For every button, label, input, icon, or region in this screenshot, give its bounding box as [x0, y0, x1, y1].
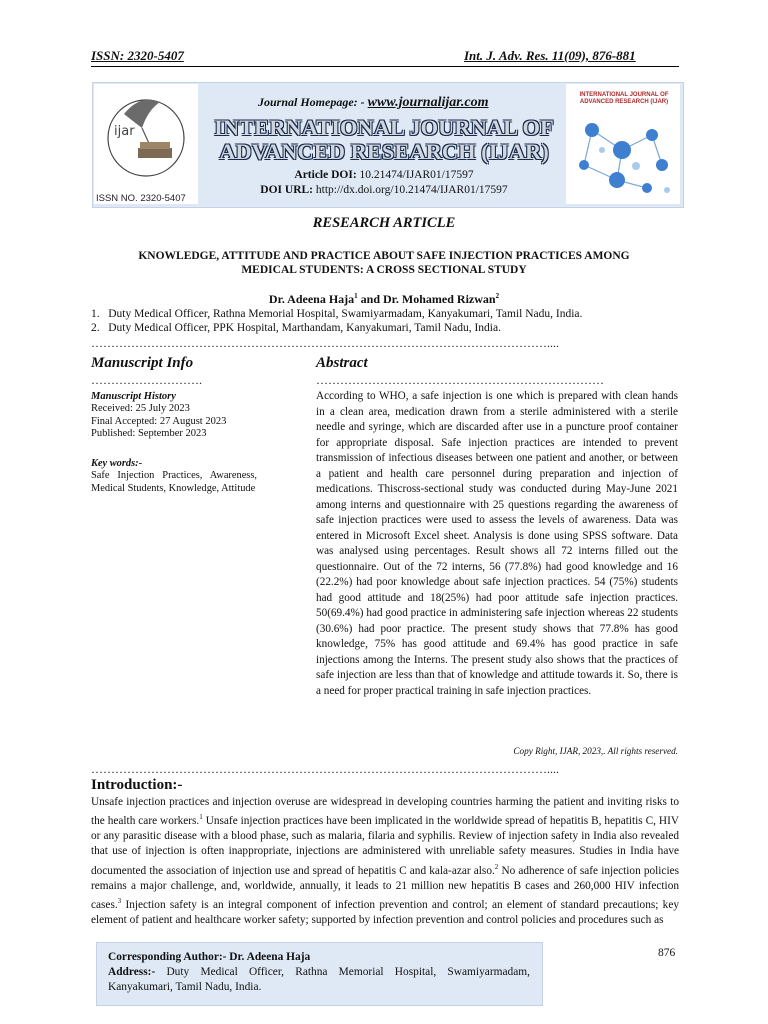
- doi-url-label: DOI URL:: [260, 184, 314, 196]
- intro-ref-3: 3: [117, 896, 122, 905]
- intro-ref-1: 1: [199, 813, 203, 822]
- author-1: Dr. Adeena Haja: [268, 292, 355, 306]
- copyright-line: Copy Right, IJAR, 2023,. All rights reserved.: [513, 746, 678, 756]
- introduction-text: [91, 795, 679, 928]
- journal-name-line2: ADVANCED RESEARCH (IJAR): [219, 139, 549, 164]
- molecule-icon: [572, 110, 676, 202]
- issn-header: ISSN: 2320-5407: [91, 48, 184, 63]
- affiliation-2-text: Duty Medical Officer, PPK Hospital, Marthandam, Kanyakumari, Tamil Nadu, India.: [108, 322, 501, 334]
- affiliation-1-text: Duty Medical Officer, Rathna Memorial Hospital, Swamiyarmadam, Kanyakumari, Tamil Nadu, India.: [108, 308, 583, 320]
- keywords-block: [91, 458, 257, 495]
- title-line2: MEDICAL STUDENTS: A CROSS SECTIONAL STUDY: [241, 264, 527, 276]
- doi-url-link[interactable]: http://dx.doi.org/10.21474/IJAR01/17597: [315, 184, 508, 196]
- affiliation-2: [91, 321, 691, 335]
- corresponding-author: [108, 950, 530, 995]
- header-rule: [91, 66, 679, 67]
- published-date: Published: September 2023: [91, 427, 207, 439]
- homepage-line: [258, 95, 489, 111]
- journal-name: [202, 116, 566, 164]
- address-text: Duty Medical Officer, Rathna Memorial Hospital, Swamiyarmadam, Kanyakumari, Tamil Nadu, India.: [108, 966, 530, 993]
- homepage-link[interactable]: www.journalijar.com: [367, 95, 489, 110]
- affiliations: [91, 307, 691, 335]
- accepted-date: Final Accepted: 27 August 2023: [91, 415, 227, 427]
- affiliation-1: [91, 307, 691, 321]
- doi-value: 10.21474/IJAR01/17597: [359, 169, 474, 181]
- ijar-logo: [94, 84, 198, 204]
- logo-issn: ISSN NO. 2320-5407: [96, 193, 186, 204]
- title-line1: KNOWLEDGE, ATTITUDE AND PRACTICE ABOUT SAFE INJECTION PRACTICES AMONG: [138, 250, 630, 262]
- introduction-heading: Introduction:-: [91, 777, 183, 793]
- journal-cover: [566, 84, 680, 204]
- doi-block: [202, 168, 566, 198]
- article-title: [80, 249, 688, 277]
- address-label: Address:-: [108, 966, 156, 978]
- intro-part-1: Unsafe injection practices and injection overuse are widespread in developing countries harming the patient and inviting risks to the health care workers.: [91, 796, 679, 827]
- journal-name-line1: INTERNATIONAL JOURNAL OF: [214, 115, 554, 140]
- history-label: Manuscript History: [91, 391, 176, 402]
- page-number: 876: [658, 947, 676, 959]
- author-1-sup: 1: [354, 292, 358, 300]
- article-type: RESEARCH ARTICLE: [312, 215, 456, 231]
- doi-label: Article DOI:: [294, 169, 357, 181]
- manuscript-dots: ……………………….: [91, 373, 202, 387]
- author-2-sup: 2: [495, 292, 500, 300]
- homepage-label: Journal Homepage: -: [258, 95, 365, 109]
- received-date: Received: 25 July 2023: [91, 403, 190, 415]
- authors-and: and: [357, 292, 384, 306]
- corresponding-label: Corresponding Author:- Dr. Adeena Haja: [108, 951, 311, 963]
- manuscript-info-heading: Manuscript Info: [91, 355, 194, 371]
- keywords-text: Safe Injection Practices, Awareness, Medical Students, Knowledge, Attitude: [91, 470, 257, 494]
- manuscript-history: [91, 391, 261, 440]
- intro-ref-2: 2: [494, 862, 499, 871]
- author-2: Dr. Mohamed Rizwan: [383, 292, 496, 306]
- dotted-divider-1: ……………………………………………………………………………………………………....: [91, 336, 559, 350]
- abstract-heading: Abstract: [316, 355, 368, 371]
- affiliation-2-num: 2.: [91, 322, 100, 334]
- abstract-dots: ………………………………………………………………: [316, 373, 604, 387]
- ijar-logo-icon: [94, 84, 198, 204]
- abstract-text: According to WHO, a safe injection is one which is prepared with clean hands in a clean area, medication drawn from a sterile administered with a sterile needle and syringe, which are discarded after use in a puncture proof container for appropriate disposal. Safe injection practices are intended to prevent transmission of infectious diseases between one patient and another, or between a patient and health care personnel during preparation and injection of medications. Thiscross-sectional study was conducted during May-June 2021 among interns and questionnaire with 25 questions regarding the awareness of safe injection practices were used to assess the levels of awareness. Data was entered in Microsoft Excel sheet. Analysis is done using SPSS software. Data was analysed using percentages. Result shows all 72 interns filled out the questionnaire. Out of the 72 interns, 56 (77.8%) had good knowledge and 16 (22.2%) had poor knowledge about safe injection practices. 54 (75%) students had good attitude and 18(25%) had poor attitude safe injection practices. 50(69.4%) had good practice in administering safe injection whereas 22 students (30.6%) had poor practice. The present study shows that 77.8% has good knowledge, 75% has good attitude and 69.4% has good practice in safe injections among the Interns. The present study also shows that the practices of safe injection are less than that of knowledge and attitude towards it. So, there is a need for proper practical training in safe injection practices.: [316, 390, 678, 697]
- citation-header: Int. J. Adv. Res. 11(09), 876-881: [464, 48, 636, 63]
- cover-title: INTERNATIONAL JOURNAL OF ADVANCED RESEARCH (IJAR): [579, 92, 669, 105]
- intro-part-2: Unsafe injection practices have been implicated in the worldwide spread of hepatitis B, hepatitis C, HIV or any parasitic disease with a blood phase, such as malaria, filaria and syphilis. Review of injection safety in India also revealed that use of injection is often inappropriate, injections are administered with unreliable safety measures. Studies in India have documented the association of injection use and spread of hepatitis C and kala-azar also.: [91, 814, 679, 877]
- authors: [0, 292, 768, 307]
- logo-text: ijar: [114, 124, 135, 139]
- intro-part-3: No adherence of safe injection policies remains a major challenge, and, worldwide, annually, it leads to 21 million new hepatitis B cases and 260,000 HIV infection cases.: [91, 864, 679, 911]
- affiliation-1-num: 1.: [91, 308, 100, 320]
- keywords-label: Key words:-: [91, 458, 143, 469]
- dotted-divider-2: ……………………………………………………………………………………………………....: [91, 762, 559, 776]
- intro-part-4: Injection safety is an integral component of infection prevention and control; an element of standard precautions; key element of patient and healthcare worker safety; supported by infection prevention and control policies and procedures such as: [91, 898, 679, 926]
